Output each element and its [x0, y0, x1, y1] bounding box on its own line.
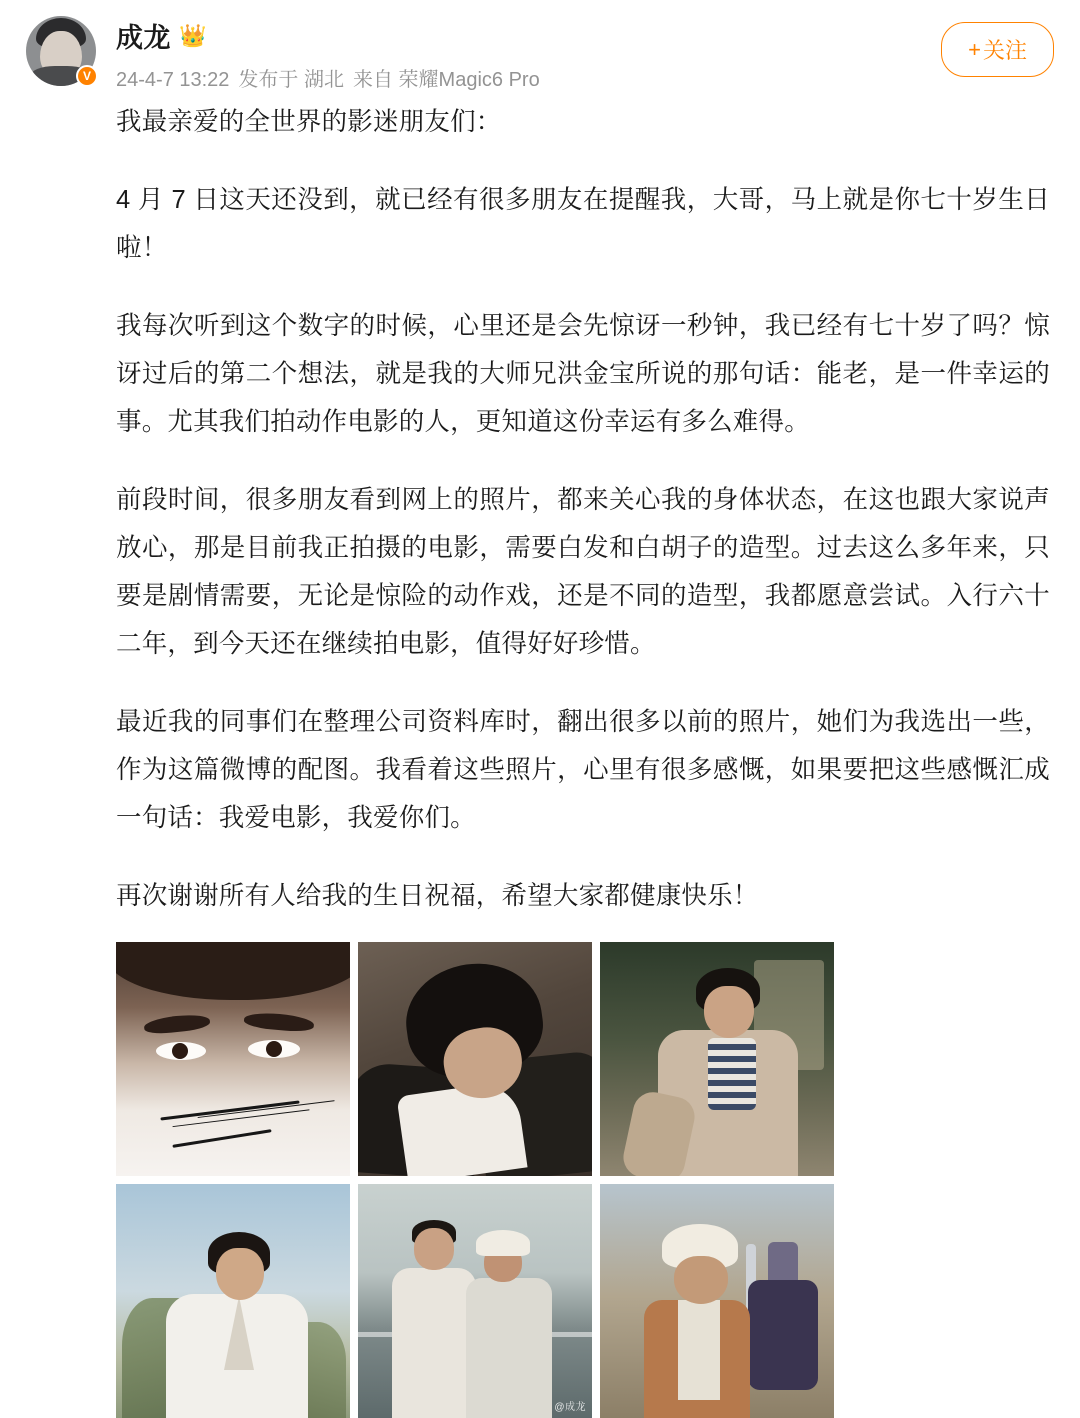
post-paragraph: 我最亲爱的全世界的影迷朋友们： — [116, 108, 502, 136]
verified-badge-icon: V — [76, 65, 98, 87]
post-paragraph: 再次谢谢所有人给我的生日祝福，希望大家都健康快乐！ — [116, 882, 759, 910]
photo-closeup-signed[interactable] — [116, 942, 350, 1176]
author-block — [116, 14, 1054, 92]
photo-shape — [248, 1040, 300, 1058]
photo-shape — [156, 1042, 206, 1060]
author-name[interactable]: 成龙 — [116, 23, 171, 53]
post-content — [26, 98, 1054, 920]
photo-shape — [476, 1230, 530, 1256]
post-device: 来自 荣耀Magic6 Pro — [352, 69, 540, 91]
signature-mark — [172, 1129, 271, 1148]
author-name-row — [116, 16, 1054, 55]
photo-shape — [674, 1256, 728, 1304]
post-paragraph: 4 月 7 日这天还没到，就已经有很多朋友在提醒我，大哥，马上就是你七十岁生日啦！ — [116, 186, 1050, 262]
photo-shape — [143, 1013, 210, 1036]
photo-watermark: @成龙 — [554, 1402, 586, 1413]
photo-shape — [678, 1300, 720, 1400]
photo-shape — [414, 1228, 454, 1270]
photo-grid — [26, 942, 1054, 1418]
photo-shape — [708, 1038, 756, 1110]
photo-dark-jacket[interactable] — [358, 942, 592, 1176]
post-paragraph: 前段时间，很多朋友看到网上的照片，都来关心我的身体状态，在这也跟大家说声放心，那是目前我正拍摄的电影，需要白发和白胡子的造型。过去这么多年来，只要是剧情需要，无论是惊险的动作戏，还是不同的造型，我都愿意尝试。入行六十二年，到今天还在继续拍电影，值得好好珍惜。 — [116, 486, 1050, 658]
photo-shape — [466, 1278, 552, 1418]
post-meta — [116, 63, 1054, 92]
plus-icon: + — [968, 36, 981, 62]
photo-shape — [216, 1248, 264, 1300]
post-paragraph: 最近我的同事们在整理公司资料库时，翻出很多以前的照片，她们为我选出一些，作为这篇微博的配图。我看着这些照片，心里有很多感慨，如果要把这些感慨汇成一句话：我爱电影，我爱你们。 — [116, 708, 1050, 832]
photo-shape — [116, 942, 350, 1000]
post-timestamp: 24-4-7 13:22 — [116, 69, 230, 91]
post-paragraph: 我每次听到这个数字的时候，心里还是会先惊讶一秒钟，我已经有七十岁了吗？惊讶过后的第二个想法，就是我的大师兄洪金宝所说的那句话：能老，是一件幸运的事。尤其我们拍动作电影的人，更知道这份幸运有多么难得。 — [116, 312, 1050, 436]
photo-shape — [704, 986, 754, 1038]
follow-button[interactable] — [941, 22, 1054, 77]
photo-outdoor-crouch[interactable] — [600, 942, 834, 1176]
crown-icon: 👑 — [179, 22, 207, 48]
photo-shape — [392, 1268, 476, 1418]
photo-shape — [748, 1280, 818, 1390]
post-header — [26, 14, 1054, 94]
photo-white-suit[interactable] — [116, 1184, 350, 1418]
photo-two-people-pier[interactable] — [358, 1184, 592, 1418]
post-location: 发布于 湖北 — [238, 69, 344, 91]
photo-shape — [396, 1080, 527, 1176]
photo-camera-rig[interactable] — [600, 1184, 834, 1418]
photo-shape — [243, 1011, 314, 1033]
avatar[interactable] — [26, 16, 96, 86]
signature-mark — [160, 1100, 299, 1120]
follow-button-label: 关注 — [982, 38, 1027, 63]
